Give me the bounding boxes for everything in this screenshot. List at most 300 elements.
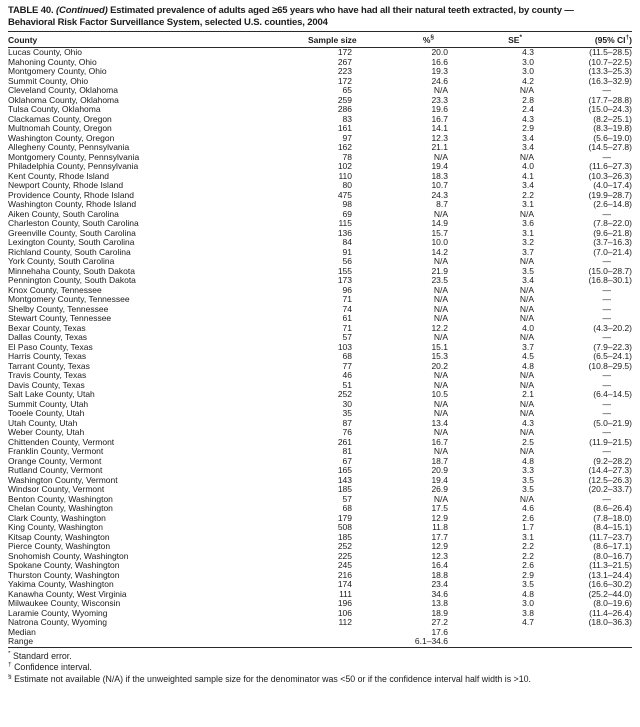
- cell-ci: (8.0–16.7): [593, 551, 632, 561]
- table-row: [8, 371, 632, 381]
- cell-sample-size: 155: [337, 266, 352, 276]
- table-row: [8, 162, 632, 172]
- table-row: [8, 400, 632, 410]
- cell-se: 2.2: [522, 542, 534, 551]
- cell-ci: (4.0–17.4): [593, 181, 632, 190]
- cell-ci: (6.5–24.1): [593, 352, 632, 361]
- cell-se: N/A: [519, 209, 534, 219]
- cell-county: Davis County, Texas: [8, 380, 85, 390]
- cell-percent: 21.9: [431, 266, 448, 276]
- cell-ci: —: [602, 494, 611, 504]
- cell-percent: 16.7: [431, 437, 448, 447]
- table-row: [8, 343, 632, 353]
- cell-se: 4.3: [522, 114, 534, 124]
- title-line-1: [8, 5, 632, 17]
- cell-sample-size: 173: [337, 276, 352, 285]
- cell-sample-size: [308, 628, 356, 638]
- cell-county: Montgomery County, Ohio: [8, 67, 107, 76]
- table-row: [8, 153, 632, 163]
- cell-ci: —: [602, 257, 611, 266]
- cell-ci: (16.6–30.2): [588, 580, 632, 589]
- table-row: [8, 495, 632, 505]
- cell-county: El Paso County, Texas: [8, 342, 93, 352]
- cell-se: 2.9: [522, 570, 534, 580]
- cell-se: N/A: [519, 399, 534, 409]
- cell-se: 4.6: [522, 504, 534, 513]
- cell-ci: —: [602, 380, 611, 390]
- header-row: [8, 32, 632, 48]
- table-row: [8, 514, 632, 524]
- cell-percent: 24.6: [431, 76, 448, 86]
- cell-percent: 14.9: [431, 219, 448, 228]
- cell-se: N/A: [519, 304, 534, 314]
- cell-ci: (19.9–28.7): [588, 190, 632, 200]
- cell-ci: —: [602, 314, 611, 323]
- table-row: [8, 428, 632, 438]
- cell-county: Montgomery County, Pennsylvania: [8, 152, 140, 162]
- cell-percent: N/A: [433, 380, 448, 390]
- cell-se: N/A: [519, 409, 534, 418]
- cell-sample-size: 196: [337, 599, 352, 608]
- cell-se: 3.4: [522, 181, 534, 190]
- cell-ci: (12.5–26.3): [588, 475, 632, 485]
- cell-se: 4.0: [522, 323, 534, 333]
- table-row: [8, 267, 632, 277]
- cell-percent: 19.4: [431, 475, 448, 485]
- cell-percent: 18.3: [431, 171, 448, 181]
- cell-sample-size: 111: [339, 589, 352, 599]
- table-row: [8, 172, 632, 182]
- table-row: [8, 618, 632, 628]
- cell-sample-size: 185: [337, 532, 352, 542]
- cell-percent: 19.6: [431, 105, 448, 114]
- cell-sample-size: 57: [342, 333, 352, 342]
- cell-se: 3.3: [522, 466, 534, 475]
- cell-ci: (5.0–21.9): [593, 418, 632, 428]
- cell-se: 2.2: [522, 551, 534, 561]
- cell-county: Pennington County, South Dakota: [8, 276, 136, 285]
- cell-county: Aiken County, South Carolina: [8, 209, 119, 219]
- cell-se: 4.1: [522, 171, 534, 181]
- table-row: [8, 409, 632, 419]
- cell-sample-size: 172: [337, 47, 352, 57]
- cell-county: Pierce County, Washington: [8, 542, 111, 551]
- cell-percent: N/A: [433, 285, 448, 295]
- cell-county: Rutland County, Vermont: [8, 466, 103, 475]
- table-row: [8, 390, 632, 400]
- cell-se: 2.2: [522, 190, 534, 200]
- cell-county: Spokane County, Washington: [8, 561, 120, 570]
- cell-percent: N/A: [433, 494, 448, 504]
- cell-county: Windsor County, Vermont: [8, 485, 105, 494]
- cell-percent: 18.8: [431, 570, 448, 580]
- title-line-2: Behavioral Risk Factor Surveillance System, selected U.S. counties, 2004: [8, 17, 328, 28]
- cell-ci: (6.4–14.5): [593, 390, 632, 399]
- cell-county: Stewart County, Tennessee: [8, 314, 112, 323]
- cell-ci: (25.2–44.0): [588, 589, 632, 599]
- table-row: [8, 447, 632, 457]
- cell-se: 4.5: [522, 352, 534, 361]
- table-row: [8, 105, 632, 115]
- cell-ci: —: [602, 409, 611, 418]
- cell-ci: (17.7–28.8): [588, 95, 632, 105]
- cell-percent: 18.7: [431, 456, 448, 466]
- table-row: [8, 561, 632, 571]
- table-row: [8, 257, 632, 267]
- cell-ci: (7.8–18.0): [593, 513, 632, 523]
- cell-sample-size: 102: [337, 162, 352, 171]
- table-row: [8, 124, 632, 134]
- cell-se: 2.8: [522, 95, 534, 105]
- table-row: [8, 305, 632, 315]
- cell-se: 3.0: [522, 57, 534, 67]
- cell-se: N/A: [519, 152, 534, 162]
- cell-sample-size: 223: [337, 67, 352, 76]
- cell-se: N/A: [519, 494, 534, 504]
- cell-percent: 21.1: [431, 143, 448, 152]
- cell-percent: N/A: [433, 447, 448, 456]
- cell-ci: (7.8–22.0): [593, 219, 632, 228]
- table-row: [8, 229, 632, 239]
- cell-percent: 18.9: [431, 608, 448, 618]
- cell-county: Lexington County, South Carolina: [8, 238, 135, 247]
- cell-sample-size: 143: [337, 475, 352, 485]
- cell-county: Utah County, Utah: [8, 418, 78, 428]
- cell-se: N/A: [519, 447, 534, 456]
- cell-sample-size: 225: [337, 551, 352, 561]
- cell-percent: 12.9: [431, 542, 448, 551]
- cell-ci: (11.5–28.5): [589, 47, 632, 57]
- table-row: [8, 295, 632, 305]
- cell-ci: (8.0–19.6): [593, 599, 632, 608]
- cell-county: Tarrant County, Texas: [8, 361, 90, 371]
- table-row: [8, 362, 632, 372]
- cell-county: Lucas County, Ohio: [8, 47, 83, 57]
- table-row: [8, 248, 632, 258]
- cell-county: Washington County, Oregon: [8, 133, 115, 143]
- table-row: [8, 542, 632, 552]
- cell-ci: (2.6–14.8): [593, 200, 632, 209]
- cell-se: N/A: [519, 285, 534, 295]
- cell-county: Knox County, Tennessee: [8, 285, 102, 295]
- cell-county: York County, South Carolina: [8, 257, 115, 266]
- cell-county: Minnehaha County, South Dakota: [8, 266, 135, 276]
- footnotes: [8, 651, 632, 686]
- cell-percent: N/A: [433, 409, 448, 418]
- cell-county: Dallas County, Texas: [8, 333, 88, 342]
- table-row: [8, 333, 632, 343]
- table-row: [8, 609, 632, 619]
- cell-se: 3.1: [522, 200, 534, 209]
- cell-percent: 14.1: [431, 124, 448, 133]
- title-text: Estimated prevalence of adults aged ≥65 years who have had all their natural teeth extracted, by county —: [110, 5, 574, 16]
- cell-se: 3.1: [522, 532, 534, 542]
- cell-percent: 12.3: [431, 551, 448, 561]
- cell-percent: 23.5: [431, 276, 448, 285]
- cell-se: 4.8: [522, 589, 534, 599]
- cell-sample-size: 245: [337, 561, 352, 570]
- cell-se: 3.4: [522, 143, 534, 152]
- cell-se: N/A: [519, 333, 534, 342]
- table-row: [8, 143, 632, 153]
- cell-sample-size: 97: [342, 133, 352, 143]
- table-row: [8, 219, 632, 229]
- cell-se: 3.8: [522, 608, 534, 618]
- cell-percent: N/A: [433, 295, 448, 304]
- cell-county: Washington County, Rhode Island: [8, 200, 137, 209]
- table-row: [8, 200, 632, 210]
- cell-percent: 26.9: [431, 485, 448, 494]
- cell-county: Greenville County, South Carolina: [8, 228, 136, 238]
- cell-sample-size: 78: [342, 152, 352, 162]
- cell-ci: (13.1–24.4): [588, 570, 632, 580]
- cell-se: 3.0: [522, 67, 534, 76]
- cell-percent: 20.9: [431, 466, 448, 475]
- cell-percent: 19.4: [431, 162, 448, 171]
- table-row: [8, 115, 632, 125]
- cell-sample-size: 216: [337, 570, 352, 580]
- cell-sample-size: 98: [342, 200, 352, 209]
- cell-county: Benton County, Washington: [8, 494, 113, 504]
- cell-ci: (8.3–19.8): [593, 124, 632, 133]
- cell-se: 4.8: [522, 456, 534, 466]
- cell-se: 2.6: [522, 513, 534, 523]
- cell-sample-size: 172: [337, 76, 352, 86]
- cell-percent: N/A: [433, 333, 448, 342]
- cell-ci: (8.6–17.1): [593, 542, 632, 551]
- table-row: [8, 485, 632, 495]
- cell-percent: 13.8: [431, 599, 448, 608]
- cell-county: Laramie County, Wyoming: [8, 608, 108, 618]
- cell-ci: (11.3–21.5): [589, 561, 632, 570]
- cell-se: [448, 628, 534, 638]
- cell-ci: (13.3–25.3): [588, 67, 632, 76]
- cell-percent: 17.7: [431, 532, 448, 542]
- cell-sample-size: 46: [342, 371, 352, 380]
- column-header-sample-size: Sample size: [308, 34, 357, 45]
- cell-county: Richland County, South Carolina: [8, 247, 131, 257]
- cell-percent: N/A: [433, 257, 448, 266]
- table-row: [8, 77, 632, 87]
- cell-county: Weber County, Utah: [8, 428, 85, 437]
- cell-county: Salt Lake County, Utah: [8, 390, 95, 399]
- cell-county: Cleveland County, Oklahoma: [8, 86, 118, 95]
- cell-ci: (15.0–28.7): [588, 266, 632, 276]
- cell-percent: 20.2: [431, 361, 448, 371]
- cell-percent: 27.2: [431, 618, 448, 627]
- cell-se: 3.4: [522, 133, 534, 143]
- cell-county: Clark County, Washington: [8, 513, 106, 523]
- cell-county: Tulsa County, Oklahoma: [8, 105, 101, 114]
- cell-ci: (5.6–19.0): [593, 133, 632, 143]
- cell-sample-size: [308, 637, 356, 647]
- cell-percent: 13.4: [431, 418, 448, 428]
- cell-county: Orange County, Vermont: [8, 456, 102, 466]
- table-row: [8, 419, 632, 429]
- cell-sample-size: 84: [342, 238, 352, 247]
- cell-county: Oklahoma County, Oklahoma: [8, 95, 119, 105]
- cell-se: N/A: [519, 371, 534, 380]
- cell-percent: 11.8: [432, 523, 448, 532]
- cell-sample-size: 252: [337, 390, 352, 399]
- cell-ci: —: [602, 209, 611, 219]
- cell-percent: N/A: [433, 86, 448, 95]
- cell-sample-size: 68: [342, 504, 352, 513]
- table-row: [8, 238, 632, 248]
- table-row: [8, 191, 632, 201]
- cell-percent: 14.2: [431, 247, 448, 257]
- cell-percent: 12.9: [431, 513, 448, 523]
- cell-percent: 23.4: [431, 580, 448, 589]
- table-body: [8, 48, 632, 648]
- cell-county: Providence County, Rhode Island: [8, 190, 135, 200]
- cell-se: 3.0: [522, 599, 534, 608]
- cell-county: Allegheny County, Pennsylvania: [8, 143, 130, 152]
- cell-sample-size: 165: [337, 466, 352, 475]
- cell-ci: [534, 628, 632, 638]
- cell-se: 2.1: [522, 390, 534, 399]
- cell-percent: 10.0: [431, 238, 448, 247]
- cell-se: 4.3: [522, 47, 534, 57]
- cell-sample-size: 252: [337, 542, 352, 551]
- cell-sample-size: 61: [342, 314, 352, 323]
- cell-sample-size: 65: [342, 86, 352, 95]
- cell-sample-size: 87: [342, 418, 352, 428]
- cell-sample-size: 185: [337, 485, 352, 494]
- cell-sample-size: 69: [342, 209, 352, 219]
- cell-se: 3.5: [522, 580, 534, 589]
- cell-county: Clackamas County, Oregon: [8, 114, 112, 124]
- cell-sample-size: 508: [337, 523, 352, 532]
- table-row: [8, 314, 632, 324]
- cell-ci: (10.8–29.5): [588, 361, 632, 371]
- table-row: [8, 438, 632, 448]
- table-row: [8, 210, 632, 220]
- table-row: [8, 571, 632, 581]
- cell-county: Washington County, Vermont: [8, 475, 118, 485]
- cell-ci: [534, 637, 632, 647]
- cell-ci: (11.7–23.7): [589, 532, 632, 542]
- cell-sample-size: 179: [337, 513, 352, 523]
- table-header: [8, 32, 632, 48]
- cell-percent: 23.3: [431, 95, 448, 105]
- cell-ci: (16.3–32.9): [588, 76, 632, 86]
- cell-percent: 17.5: [431, 504, 448, 513]
- cell-county: Mahoning County, Ohio: [8, 57, 97, 67]
- table-row: [8, 134, 632, 144]
- cell-percent: 20.0: [431, 47, 448, 57]
- cell-se: N/A: [519, 295, 534, 304]
- cell-county: Charleston County, South Carolina: [8, 219, 139, 228]
- cell-ci: (14.5–27.8): [588, 143, 632, 152]
- table-row: [8, 286, 632, 296]
- cell-county: Shelby County, Tennessee: [8, 304, 109, 314]
- cell-ci: —: [602, 295, 611, 304]
- cell-percent: N/A: [433, 399, 448, 409]
- cell-county: King County, Washington: [8, 523, 103, 532]
- cell-percent: N/A: [433, 152, 448, 162]
- cell-county: Newport County, Rhode Island: [8, 181, 124, 190]
- cell-percent: 6.1–34.6: [414, 637, 448, 646]
- cell-se: 4.3: [522, 418, 534, 428]
- table-row: [8, 381, 632, 391]
- cell-se: 3.1: [522, 228, 534, 238]
- table-row: [8, 504, 632, 514]
- cell-se: N/A: [519, 380, 534, 390]
- cell-sample-size: 67: [342, 456, 352, 466]
- column-header-percent: %§: [422, 33, 434, 45]
- cell-percent: 10.7: [431, 181, 448, 190]
- cell-percent: 15.3: [431, 352, 448, 361]
- cell-ci: (16.8–30.1): [588, 276, 632, 285]
- cell-se: 4.0: [522, 162, 534, 171]
- cell-sample-size: 96: [342, 285, 352, 295]
- table-row: [8, 48, 632, 58]
- cell-county: Montgomery County, Tennessee: [8, 295, 130, 304]
- cell-county: Philadelphia County, Pennsylvania: [8, 162, 139, 171]
- table-row: [8, 580, 632, 590]
- cell-ci: (10.7–22.5): [588, 57, 632, 67]
- cell-sample-size: 475: [337, 190, 352, 200]
- cell-sample-size: 30: [342, 399, 352, 409]
- cell-county: Kitsap County, Washington: [8, 532, 110, 542]
- cell-county: Summit County, Utah: [8, 399, 89, 409]
- cell-ci: (20.2–33.7): [588, 485, 632, 494]
- prevalence-table: [8, 31, 632, 648]
- cell-sample-size: 286: [337, 105, 352, 114]
- cell-ci: (11.9–21.5): [589, 437, 632, 447]
- cell-ci: (11.4–26.4): [589, 608, 632, 618]
- cell-sample-size: 267: [337, 57, 352, 67]
- cell-se: 3.7: [522, 247, 534, 257]
- cell-county: Natrona County, Wyoming: [8, 618, 107, 627]
- cell-county: Tooele County, Utah: [8, 409, 85, 418]
- cell-sample-size: 103: [337, 342, 352, 352]
- cell-sample-size: 112: [338, 618, 352, 627]
- cell-percent: N/A: [433, 428, 448, 437]
- cell-ci: (14.4–27.3): [588, 466, 632, 475]
- cell-sample-size: 136: [337, 228, 352, 238]
- cell-sample-size: 110: [338, 171, 352, 181]
- cell-se: N/A: [519, 314, 534, 323]
- cell-ci: (4.3–20.2): [593, 323, 632, 333]
- cell-county: Summit County, Ohio: [8, 76, 89, 86]
- table-row: [8, 476, 632, 486]
- cell-se: 2.6: [522, 561, 534, 570]
- cell-se: 4.8: [522, 361, 534, 371]
- cell-ci: (8.2–25.1): [593, 114, 632, 124]
- table-row: [8, 67, 632, 77]
- cell-sample-size: 83: [342, 114, 352, 124]
- cell-ci: (15.0–24.3): [588, 105, 632, 114]
- cell-ci: (11.6–27.3): [589, 162, 632, 171]
- cell-sample-size: 71: [342, 295, 352, 304]
- cell-county: Travis County, Texas: [8, 371, 87, 380]
- cell-se: 3.2: [522, 238, 534, 247]
- cell-se: 2.4: [522, 105, 534, 114]
- cell-sample-size: 162: [337, 143, 352, 152]
- table-title: [8, 5, 632, 29]
- cell-se: 1.7: [522, 523, 534, 532]
- column-header-se: SE*: [508, 33, 522, 45]
- table-row: [8, 466, 632, 476]
- table-row: [8, 628, 632, 638]
- cell-county: Harris County, Texas: [8, 352, 87, 361]
- footnote: § Estimate not available (N/A) if the unweighted sample size for the denominator was <50 or if the confidence interval half width is >10.: [8, 673, 531, 684]
- cell-se: [448, 637, 534, 647]
- cell-percent: 10.5: [431, 390, 448, 399]
- table-row: [8, 276, 632, 286]
